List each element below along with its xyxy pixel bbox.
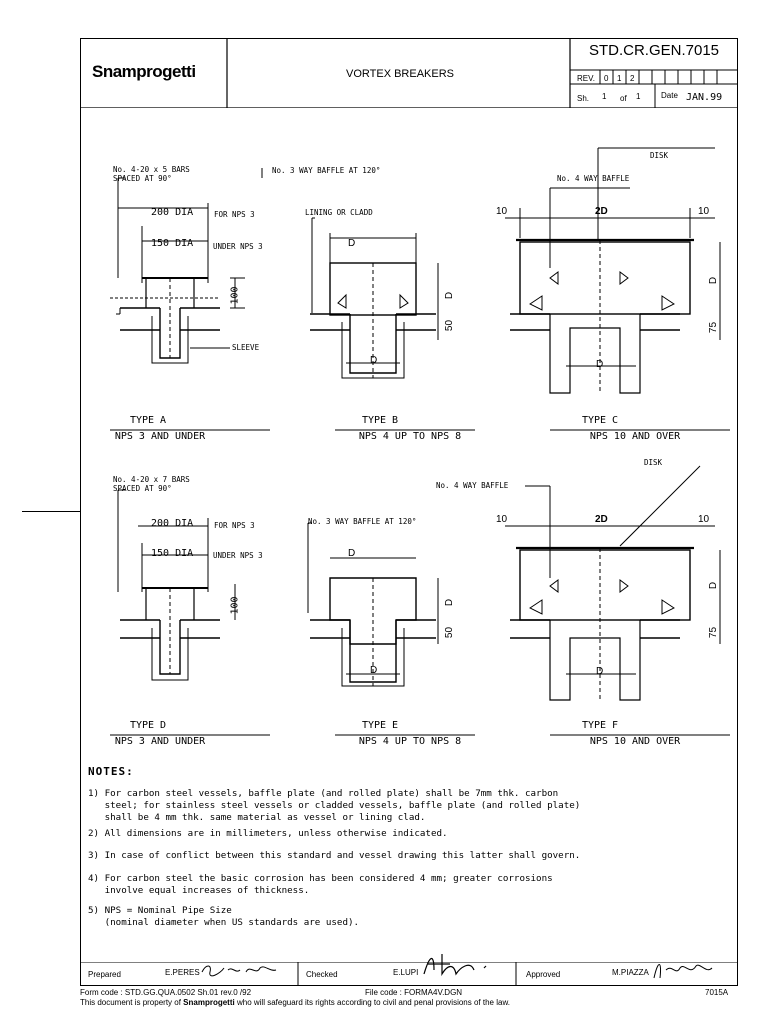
type-f-drawing <box>505 466 720 700</box>
approved-signature <box>650 956 720 984</box>
type-c-h75: 75 <box>708 321 720 334</box>
type-a-spaced: SPACED AT 90° <box>113 174 172 183</box>
type-b-h50: 50 <box>444 319 456 332</box>
sheet-label: Sh. <box>577 94 590 103</box>
date-label: Date <box>661 91 678 100</box>
approved-label: Approved <box>526 970 561 979</box>
type-f-sub: NPS 10 AND OVER <box>589 736 681 747</box>
checked-signature <box>420 950 500 982</box>
type-c-d-side: D <box>708 276 720 285</box>
type-b-d-side: D <box>444 291 456 300</box>
type-d-d150: 150 DIA <box>151 548 194 559</box>
type-c-d-bottom: D <box>596 359 604 370</box>
type-a-d150: 150 DIA <box>151 238 194 249</box>
file-code: File code : FORMA4V.DGN <box>365 988 463 997</box>
type-b-drawing <box>262 168 438 378</box>
rev-value-0: 0 <box>604 74 609 83</box>
approved-name: M.PIAZZA <box>612 968 649 977</box>
type-f-title: TYPE F <box>581 720 619 731</box>
type-a-d200: 200 DIA <box>151 207 194 218</box>
note-5: 5) NPS = Nominal Pipe Size (nominal diameter when US standards are used). <box>88 905 360 928</box>
type-a-sub: NPS 3 AND UNDER <box>114 431 206 442</box>
company-logo: Snamprogetti <box>92 62 196 81</box>
type-b-baffle: No. 3 WAY BAFFLE AT 120° <box>272 166 381 175</box>
type-b-d: D <box>348 238 356 249</box>
of-value: 1 <box>636 92 641 101</box>
type-e-d: D <box>348 548 356 559</box>
type-d-under-nps: UNDER NPS 3 <box>213 551 263 560</box>
type-c-ten-r: 10 <box>698 206 710 217</box>
type-a-title: TYPE A <box>129 415 167 426</box>
ref-code: 7015A <box>705 988 729 997</box>
type-b-d-bottom: D <box>370 355 378 366</box>
type-d-d200: 200 DIA <box>151 518 194 529</box>
note-1: 1) For carbon steel vessels, baffle plate (and rolled plate) shall be 7mm thk. carbon steel; for stainless steel vessels or cladded vessels, baffle plate (and rolled plate) shall be 4 mm thk. same material as vessel or lining clad. <box>88 788 581 823</box>
type-e-h50: 50 <box>444 626 456 639</box>
type-c-drawing <box>505 148 720 393</box>
type-e-d-side: D <box>444 598 456 607</box>
document-code: STD.CR.GEN.7015 <box>588 42 720 59</box>
type-f-ten-r: 10 <box>698 514 710 525</box>
type-b-title: TYPE B <box>361 415 399 426</box>
type-c-baffle: No. 4 WAY BAFFLE <box>557 174 630 183</box>
checked-label: Checked <box>306 970 338 979</box>
of-label: of <box>620 94 627 103</box>
prepared-signature <box>200 960 280 980</box>
date-value: JAN.99 <box>686 92 723 103</box>
margin-mark <box>22 511 80 512</box>
technical-drawings <box>80 108 738 748</box>
type-f-d-bottom: D <box>596 666 604 677</box>
type-b-sub: NPS 4 UP TO NPS 8 <box>358 431 462 442</box>
form-code: Form code : STD.GG.QUA.0502 Sh.01 rev.0 /92 <box>80 988 252 997</box>
prepared-name: E.PERES <box>165 968 200 977</box>
type-d-for-nps: FOR NPS 3 <box>214 521 255 530</box>
notes-title: NOTES: <box>88 765 134 778</box>
type-e-title: TYPE E <box>361 720 399 731</box>
type-c-disk: DISK <box>650 151 669 160</box>
type-f-baffle: No. 4 WAY BAFFLE <box>436 481 509 490</box>
type-d-title: TYPE D <box>129 720 167 731</box>
type-a-h100: 100 <box>229 286 241 305</box>
type-f-ten-l: 10 <box>496 514 508 525</box>
type-e-baffle: No. 3 WAY BAFFLE AT 120° <box>308 517 417 526</box>
type-c-two-d: 2D <box>595 206 608 217</box>
type-a-under-nps: UNDER NPS 3 <box>213 242 263 251</box>
type-a-drawing <box>110 178 245 363</box>
note-4: 4) For carbon steel the basic corrosion has been considered 4 mm; greater corrosions involve equal increases of thickness. <box>88 873 553 896</box>
type-c-sub: NPS 10 AND OVER <box>589 431 681 442</box>
rev-label: REV. <box>577 74 595 83</box>
property-notice <box>80 998 510 1007</box>
property-company: Snamprogetti <box>183 998 235 1007</box>
type-d-spaced: SPACED AT 90° <box>113 484 172 493</box>
rev-value-2: 2 <box>630 74 635 83</box>
document-title: VORTEX BREAKERS <box>346 68 454 80</box>
type-d-bars: No. 4-20 x 7 BARS <box>113 475 190 484</box>
checked-name: E.LUPI <box>393 968 419 977</box>
type-e-sub: NPS 4 UP TO NPS 8 <box>358 736 462 747</box>
type-f-disk: DISK <box>644 458 663 467</box>
type-f-two-d: 2D <box>595 514 608 525</box>
type-c-ten-l: 10 <box>496 206 508 217</box>
type-e-d-bottom: D <box>370 665 378 676</box>
sheet-value: 1 <box>602 92 607 101</box>
note-2: 2) All dimensions are in millimeters, unless otherwise indicated. <box>88 828 448 839</box>
note-3: 3) In case of conflict between this standard and vessel drawing this latter shall govern. <box>88 850 581 861</box>
type-a-sleeve: SLEEVE <box>232 343 260 352</box>
type-f-h75: 75 <box>708 626 720 639</box>
rev-value-1: 1 <box>617 74 622 83</box>
property-suffix: who will safeguard its rights according to civil and penal provisions of the law. <box>236 998 510 1007</box>
type-a-for-nps: FOR NPS 3 <box>214 210 255 219</box>
type-e-drawing <box>308 523 438 686</box>
property-prefix: This document is property of <box>80 998 181 1007</box>
type-b-lining: LINING OR CLADD <box>305 208 373 217</box>
type-d-sub: NPS 3 AND UNDER <box>114 736 206 747</box>
type-d-h100: 100 <box>229 596 241 615</box>
type-f-d-side: D <box>708 581 720 590</box>
type-c-title: TYPE C <box>581 415 619 426</box>
type-a-bars: No. 4-20 x 5 BARS <box>113 165 190 174</box>
prepared-label: Prepared <box>88 970 121 979</box>
